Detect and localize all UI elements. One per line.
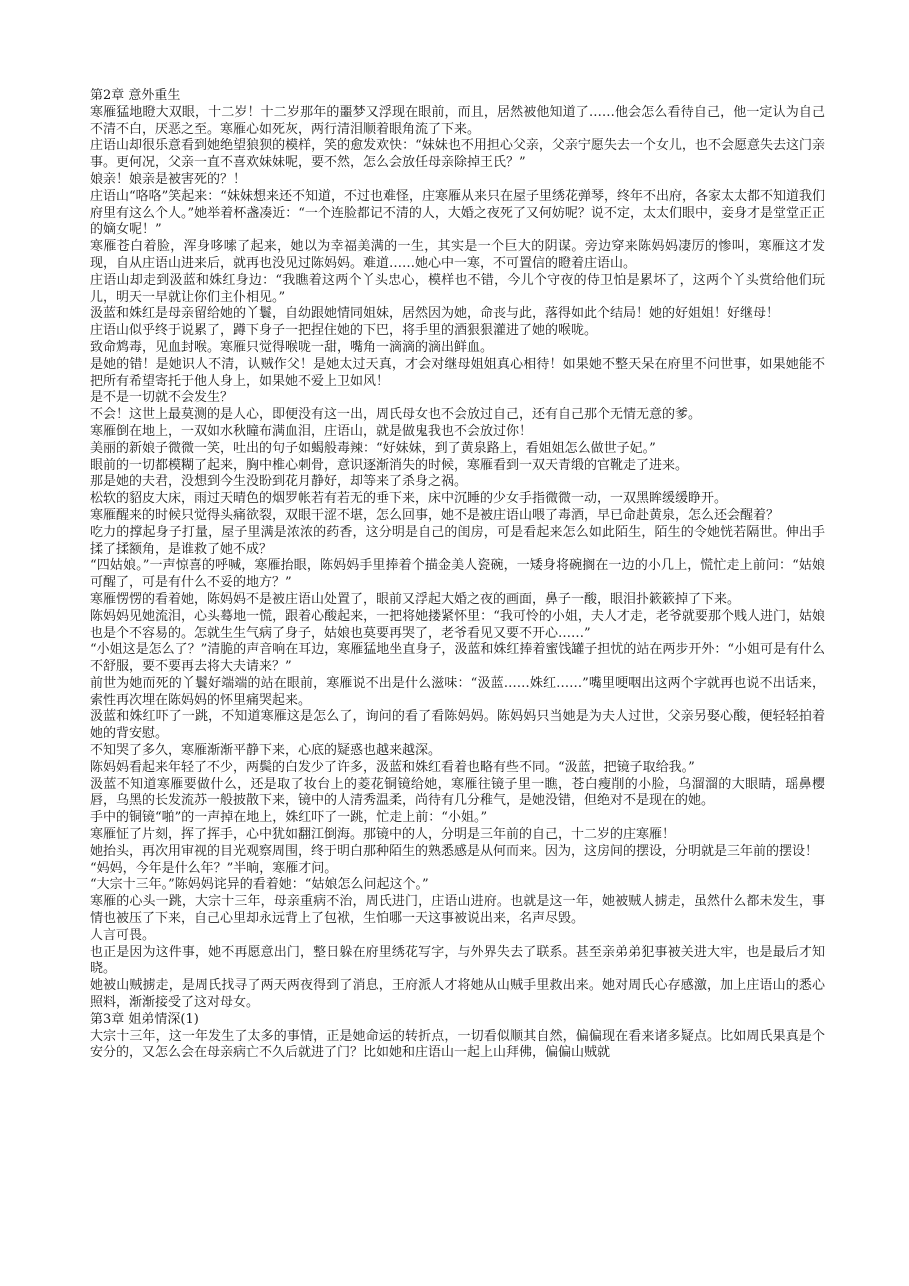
paragraph: 眼前的一切都模糊了起来，胸中椎心刺骨，意识逐渐消失的时候，寒雁看到一双天青缎的官靴走了进来。 [90,457,689,473]
paragraph: 她抬头，再次用审视的目光观察周围，终于明白那种陌生的熟悉感是从何而来。因为，这房间的摆设，分明就是三年前的摆设！ [90,843,819,859]
paragraph: 寒雁猛地瞪大双眼，十二岁！十二岁那年的噩梦又浮现在眼前，而且，居然被他知道了……他会怎么看待自己，他一定认为自己不清不白，厌恶之至。寒雁心如死灰，两行清泪顺着眼角流了下来。 [90,104,825,137]
paragraph: 致命鸩毒，见血封喉。寒雁只觉得喉咙一甜，嘴角一滴滴的滴出鲜血。 [90,339,494,355]
chapter-heading: 第3章 姐弟情深(1) [90,1011,199,1027]
paragraph: 庄语山却走到汲蓝和姝红身边：“我瞧着这两个丫头忠心，模样也不错，今儿个守夜的侍卫怕是累坏了，这两个丫头赏给他们玩儿，明天一早就让你们主仆相见。” [90,272,825,305]
paragraph: 吃力的撑起身子打量，屋子里满是浓浓的药香，这分明是自己的闺房，可是看起来怎么如此陌生，陌生的令她恍若隔世。伸出手揉了揉额角，是谁救了她不成？ [90,524,825,557]
paragraph: “四姑娘。”一声惊喜的呼喊，寒雁抬眼，陈妈妈手里捧着个描金美人瓷碗，一矮身将碗搁在一边的小几上，慌忙走上前问：“姑娘可醒了，可是有什么不妥的地方？” [90,558,825,591]
chapter-heading: 第2章 意外重生 [90,88,181,103]
paragraph: 寒雁怔了片刻，挥了挥手，心中犹如翻江倒海。那镜中的人，分明是三年前的自己，十二岁的庄寒雁！ [90,827,676,843]
paragraph: 寒雁的心头一跳，大宗十三年，母亲重病不治，周氏进门，庄语山进府。也就是这一年，她被贼人掳走，虽然什么都未发生，事情也被压了下来，自己心里却永远背上了包袱，生怕哪一天这事被说出来，名声尽毁。 [90,894,825,927]
paragraph: 娘亲！娘亲是被害死的？！ [90,171,247,187]
paragraph: 汲蓝和姝红是母亲留给她的丫鬟，自幼跟她情同姐妹，居然因为她，命丧与此，落得如此个结局！她的好姐姐！好继母！ [90,306,780,322]
document-page [90,88,825,1062]
paragraph: 不知哭了多久，寒雁渐渐平静下来，心底的疑惑也越来越深。 [90,743,442,759]
paragraph: 庄语山似乎终于说累了，蹲下身子一把捏住她的下巴，将手里的酒狠狠灌进了她的喉咙。 [90,323,598,339]
paragraph: 不会！这世上最莫测的是人心，即便没有这一出，周氏母女也不会放过自己，还有自己那个无情无意的爹。 [90,407,702,423]
paragraph: 美丽的新娘子微微一笑，吐出的句子如蝎般毒辣：“好妹妹，到了黄泉路上，看姐姐怎么做世子妃。” [90,440,656,456]
paragraph: 寒雁愣愣的看着她，陈妈妈不是被庄语山处置了，眼前又浮起大婚之夜的画面，鼻子一酸，眼泪扑簌簌掉了下来。 [90,591,741,607]
paragraph: 汲蓝和姝红吓了一跳，不知道寒雁这是怎么了，询问的看了看陈妈妈。陈妈妈只当她是为夫人过世，父亲另娶心酸，便轻轻拍着她的背安慰。 [90,709,825,742]
paragraph: 庄语山“咯咯”笑起来：“妹妹想来还不知道，不过也难怪，庄寒雁从来只在屋子里绣花弹琴，终年不出府，各家太太都不知道我们府里有这么个人。”她举着杯盏凑近：“一个连脸都记不清的人，大婚之夜死了又何妨呢？说不定，太太们眼中，妾身才是堂堂正正的嫡女呢！” [90,188,825,238]
paragraph: 她被山贼掳走，是周氏找寻了两天两夜得到了消息，王府派人才将她从山贼手里救出来。她对周氏心存感激，加上庄语山的悉心照料，渐渐接受了这对母女。 [90,978,825,1011]
paragraph: 手中的铜镜“啪”的一声掉在地上，姝红吓了一跳，忙走上前：“小姐。” [90,810,488,826]
paragraph: 寒雁倒在地上，一双如水秋瞳布满血泪，庄语山，就是做鬼我也不会放过你！ [90,423,533,439]
paragraph: 是她的错！是她识人不清，认贼作父！是她太过天真，才会对继母姐姐真心相待！如果她不整天呆在府里不问世事，如果她能不把所有希望寄托于他人身上，如果她不爱上卫如风！ [90,356,825,389]
paragraph: “妈妈，今年是什么年？”半晌，寒雁才问。 [90,860,338,876]
paragraph: 汲蓝不知道寒雁要做什么，还是取了妆台上的菱花铜镜给她，寒雁往镜子里一瞧，苍白瘦削的小脸，乌溜溜的大眼睛，瑶鼻樱唇，乌黑的长发流苏一般披散下来，镜中的人清秀温柔，尚待有几分稚气，是她没错，但绝对不是现在的她。 [90,776,825,809]
paragraph: 那是她的夫君，没想到今生没盼到花月静好，却等来了杀身之祸。 [90,474,468,490]
paragraph: 庄语山却很乐意看到她绝望狼狈的模样，笑的愈发欢快：“妹妹也不用担心父亲，父亲宁愿失去一个女儿，也不会愿意失去这门亲事。更何况，父亲一直不喜欢妹妹呢，要不然，怎么会放任母亲除掉王氏？” [90,138,825,171]
paragraph: 人言可畏。 [90,927,156,943]
paragraph: 松软的貂皮大床，雨过天晴色的烟罗帐若有若无的垂下来，床中沉睡的少女手指微微一动，一双黑眸缓缓睁开。 [90,491,728,507]
paragraph: 大宗十三年，这一年发生了太多的事情，正是她命运的转折点，一切看似顺其自然，偏偏现在看来诸多疑点。比如周氏果真是个安分的，又怎么会在母亲病亡不久后就进了门？比如她和庄语山一起上山拜佛，偏偏山贼就 [90,1028,825,1061]
paragraph: 也正是因为这件事，她不再愿意出门，整日躲在府里绣花写字，与外界失去了联系。甚至亲弟弟犯事被关进大牢，也是最后才知晓。 [90,944,825,977]
paragraph: “大宗十三年。”陈妈妈诧异的看着她：“姑娘怎么问起这个。” [90,877,429,893]
paragraph: 陈妈妈看起来年轻了不少，两鬓的白发少了许多，汲蓝和姝红看着也略有些不同。“汲蓝，把镜子取给我。” [90,759,695,775]
paragraph: 寒雁苍白着脸，浑身哆嗦了起来，她以为幸福美满的一生，其实是一个巨大的阴谋。旁边穿来陈妈妈凄厉的惨叫，寒雁这才发现，自从庄语山进来后，就再也没见过陈妈妈。难道……她心中一寒，不可置信的瞪着庄语山。 [90,239,825,271]
paragraph: “小姐这是怎么了？”清脆的声音响在耳边，寒雁猛地坐直身子，汲蓝和姝红捧着蜜饯罐子担忧的站在两步开外：“小姐可是有什么不舒服，要不要再去将大夫请来？” [90,642,825,675]
paragraph: 陈妈妈见她流泪，心头蓦地一慌，跟着心酸起来，一把将她搂紧怀里：“我可怜的小姐，夫人才走，老爷就要那个贱人进门，姑娘也是个不容易的。怎就生生气病了身子，姑娘也莫要再哭了，老爷看见又要不开心……” [90,608,825,641]
paragraph: 是不是一切就不会发生？ [90,390,234,406]
paragraph: 寒雁醒来的时候只觉得头痛欲裂，双眼干涩不堪，怎么回事，她不是被庄语山喂了毒酒，早已命赴黄泉，怎么还会醒着？ [90,507,780,523]
paragraph: 前世为她而死的丫鬟好端端的站在眼前，寒雁说不出是什么滋味：“汲蓝……姝红……”嘴里哽咽出这两个字就再也说不出话来，索性再次埋在陈妈妈的怀里痛哭起来。 [90,675,825,708]
